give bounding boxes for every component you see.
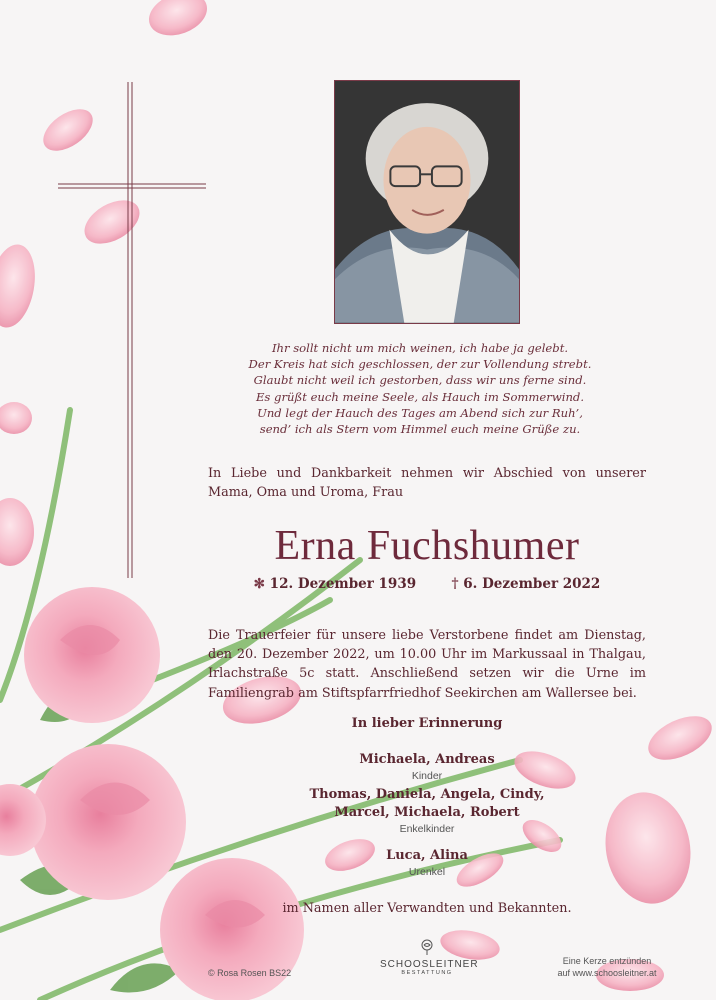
- closing-text: im Namen aller Verwandten und Bekannten.: [282, 901, 572, 916]
- children-role: Kinder: [411, 770, 443, 782]
- poem-line: Glaubt nicht weil ich gestorben, dass wir uns ferne sind.: [253, 373, 587, 388]
- grandchildren-names-line2: Marcel, Michaela, Robert: [334, 805, 520, 820]
- birth-date: 12. Dezember 1939: [269, 576, 417, 592]
- grandchildren-role: Enkelkinder: [399, 823, 455, 835]
- ceremony-text: Die Trauerfeier für unsere liebe Verstorbene findet am Dienstag, den 20. Dezember 2022, um 10.00 Uhr im Markussaal in Thalgau, Irlachstraße 5c statt. Anschließend setzen wir die Urne im Familiengrab am Stiftspfarrfriedhof Seekirchen am Wallersee bei.: [208, 628, 646, 701]
- death-cross-icon: †: [451, 576, 459, 592]
- intro-text: In Liebe und Dankbarkeit nehmen wir Abschied von unserer Mama, Oma und Uroma, Frau: [208, 466, 646, 500]
- poem-line: send’ ich als Stern vom Himmel euch meine Grüße zu.: [259, 422, 581, 437]
- life-dates: [208, 576, 646, 592]
- logo-subtitle: BESTATTUNG: [401, 970, 453, 976]
- poem: [220, 340, 620, 437]
- great-grandchildren-names: Luca, Alina: [386, 848, 468, 863]
- copyright-text: © Rosa Rosen BS22: [208, 968, 292, 978]
- poem-line: Und legt der Hauch des Tages am Abend sich zur Ruh’,: [257, 405, 583, 420]
- grandchildren-names-line1: Thomas, Daniela, Angela, Cindy,: [309, 787, 545, 802]
- birth-star-icon: ✻: [253, 576, 265, 592]
- logo-name: SCHOOSLEITNER: [380, 959, 479, 970]
- great-grandchildren-role: Urenkel: [408, 866, 446, 878]
- portrait-photo: [334, 80, 520, 324]
- death-date: 6. Dezember 2022: [463, 576, 601, 592]
- logo-rose-icon: [417, 938, 437, 956]
- poem-line: Es grüßt euch meine Seele, als Hauch im Sommerwind.: [255, 389, 585, 404]
- cross-icon: [56, 80, 208, 580]
- poem-line: Der Kreis hat sich geschlossen, der zur Vollendung strebt.: [248, 357, 592, 372]
- candle-line1: Eine Kerze entzünden: [562, 956, 652, 966]
- deceased-name: Erna Fuchshumer: [274, 523, 580, 569]
- poem-line: Ihr sollt nicht um mich weinen, ich habe ja gelebt.: [271, 341, 569, 355]
- memory-heading: In lieber Erinnerung: [351, 716, 503, 731]
- candle-line2[interactable]: auf www.schoosleitner.at: [557, 968, 657, 978]
- children-names: Michaela, Andreas: [359, 752, 495, 767]
- candle-link[interactable]: [540, 955, 674, 979]
- funeral-home-logo: [380, 938, 479, 976]
